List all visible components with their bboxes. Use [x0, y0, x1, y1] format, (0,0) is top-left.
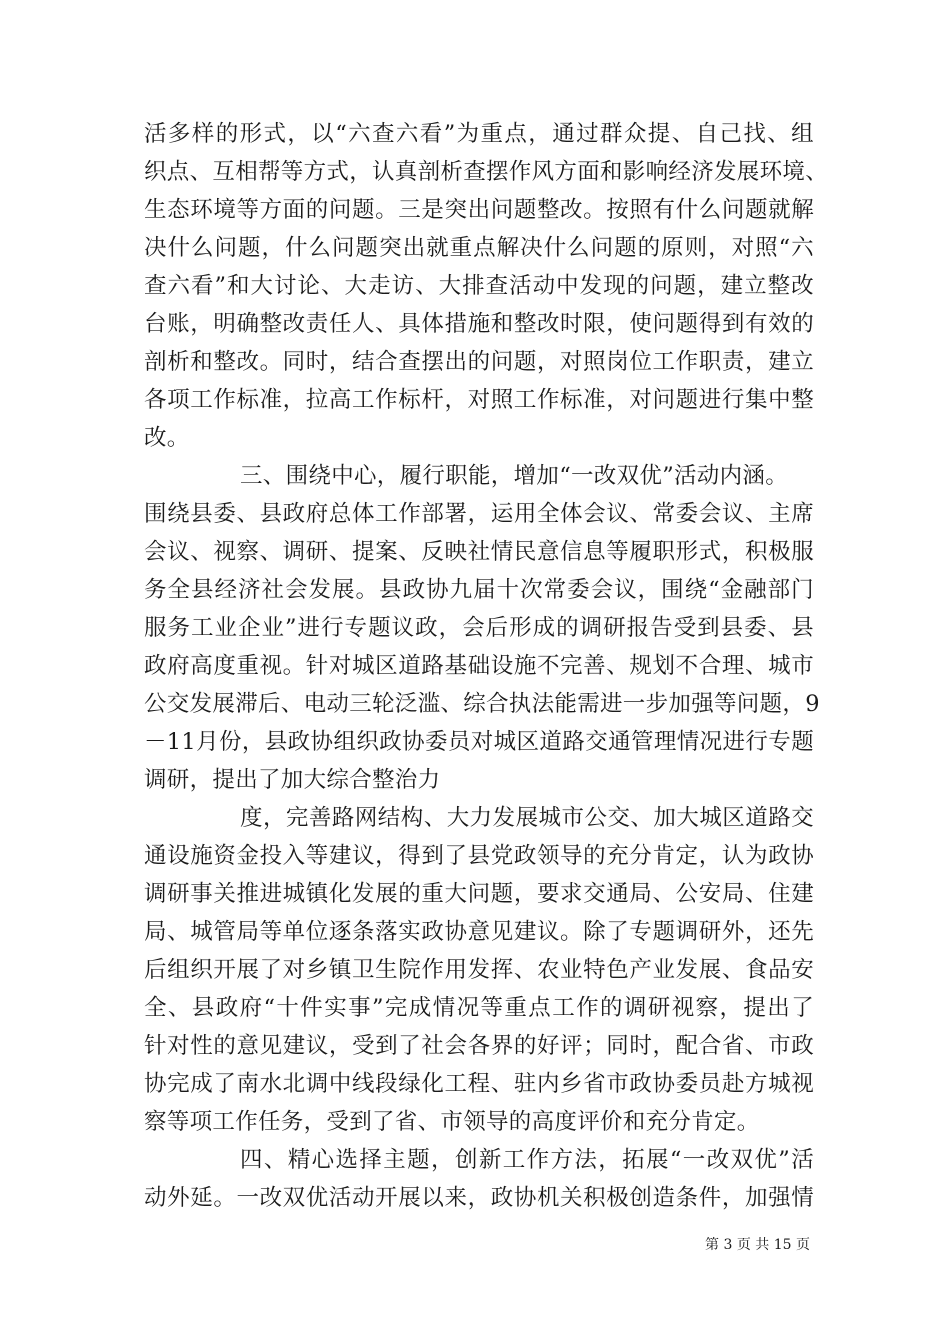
text-line: 务全县经济社会发展。县政协九届十次常委会议，围绕“金融部门 [144, 577, 814, 603]
text-line: 察等项工作任务，受到了省、市领导的高度评价和充分肯定。 [144, 1109, 760, 1135]
text-line: －11月份，县政协组织政协委员对城区道路交通管理情况进行专题 [144, 729, 814, 755]
text-line: 度，完善路网结构、大力发展城市公交、加大城区道路交 [240, 805, 814, 831]
text-line: 后组织开展了对乡镇卫生院作用发挥、农业特色产业发展、食品安 [144, 957, 814, 983]
text-line: 生态环境等方面的问题。三是突出问题整改。按照有什么问题就解 [144, 197, 814, 223]
section-heading: 四、精心选择主题，创新工作方法，拓展“一改双优”活 [240, 1147, 814, 1173]
text-line: 动外延。一改双优活动开展以来，政协机关积极创造条件，加强情 [144, 1185, 814, 1211]
text-line: 围绕县委、县政府总体工作部署，运用全体会议、常委会议、主席 [144, 501, 814, 527]
text-line: 各项工作标准，拉高工作标杆，对照工作标准，对问题进行集中整 [144, 387, 814, 413]
text-line: 查六看”和大讨论、大走访、大排查活动中发现的问题，建立整改 [144, 273, 814, 299]
text-line: 织点、互相帮等方式，认真剖析查摆作风方面和影响经济发展环境、 [144, 159, 829, 185]
text-line: 台账，明确整改责任人、具体措施和整改时限，使问题得到有效的 [144, 311, 814, 337]
text-line: 调研事关推进城镇化发展的重大问题，要求交通局、公安局、住建 [144, 881, 814, 907]
text-line: 服务工业企业”进行专题议政，会后形成的调研报告受到县委、县 [144, 615, 814, 641]
text-line: 公交发展滞后、电动三轮泛滥、综合执法能需进一步加强等问题，9 [144, 691, 820, 717]
text-line: 政府高度重视。针对城区道路基础设施不完善、规划不合理、城市 [144, 653, 814, 679]
section-heading: 三、围绕中心，履行职能，增加“一改双优”活动内涵。 [240, 463, 789, 489]
text-line: 调研，提出了加大综合整治力 [144, 767, 441, 793]
text-line: 会议、视察、调研、提案、反映社情民意信息等履职形式，积极服 [144, 539, 814, 565]
text-line: 全、县政府“十件实事”完成情况等重点工作的调研视察，提出了 [144, 995, 814, 1021]
text-line: 局、城管局等单位逐条落实政协意见建议。除了专题调研外，还先 [144, 919, 814, 945]
text-line: 针对性的意见建议，受到了社会各界的好评；同时，配合省、市政 [144, 1033, 814, 1059]
page-number: 第 3 页 共 15 页 [705, 1237, 810, 1253]
text-line: 通设施资金投入等建议，得到了县党政领导的充分肯定，认为政协 [144, 843, 814, 869]
text-line: 协完成了南水北调中线段绿化工程、驻内乡省市政协委员赴方城视 [144, 1071, 814, 1097]
text-line: 改。 [144, 425, 190, 451]
text-line: 决什么问题，什么问题突出就重点解决什么问题的原则，对照“六 [144, 235, 814, 261]
text-line: 剖析和整改。同时，结合查摆出的问题，对照岗位工作职责，建立 [144, 349, 814, 375]
text-line: 活多样的形式，以“六查六看”为重点，通过群众提、自己找、组 [144, 121, 814, 147]
